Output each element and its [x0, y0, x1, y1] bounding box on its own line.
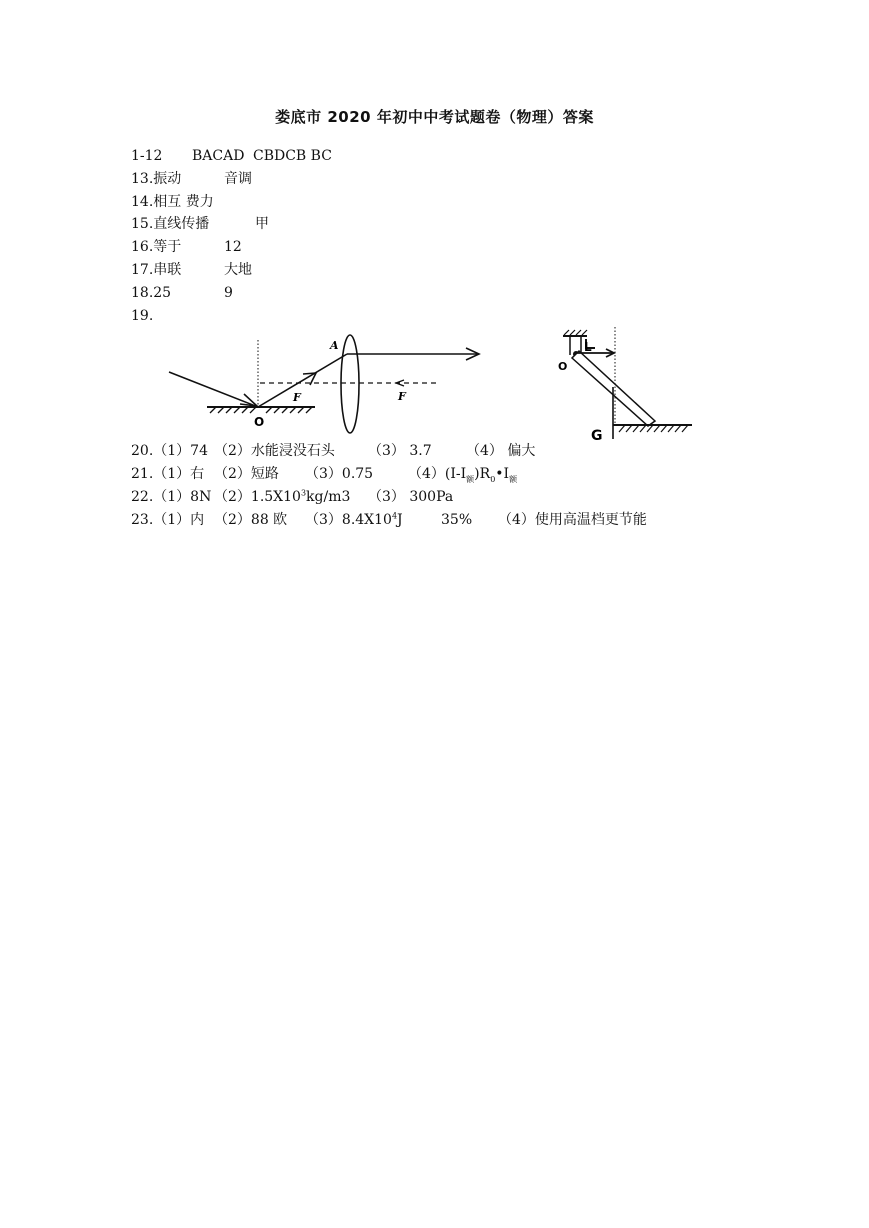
answer-text: 大地 — [224, 262, 252, 278]
convex-lens — [341, 335, 359, 433]
question-number: 19. — [131, 308, 154, 324]
answer-part: $(4)(I-I_额)R_0•I_额$ — [408, 466, 518, 484]
answer-part: $(2)1.5X10^3kg/m3$ — [214, 488, 351, 505]
answer-part: （2）88 欧 — [214, 512, 288, 528]
question-number: 15.直线传播 — [131, 216, 210, 232]
lever-diagram — [555, 325, 695, 440]
ceiling-hatching — [564, 330, 587, 335]
answer-part: （2）短路 — [214, 466, 279, 482]
optics-diagram — [160, 330, 490, 435]
answer-text: CBDCB BC — [253, 148, 332, 164]
answer-part: （3） 300Pa — [368, 489, 454, 505]
label-F-left: F — [293, 391, 301, 404]
answer-part: （3）0.75 — [305, 466, 374, 482]
answer-part: $(3)8.4X10^4J$ — [305, 511, 403, 528]
question-number: 1-12 — [131, 148, 163, 164]
label-F-right: F — [398, 390, 406, 403]
answer-text: 12 — [224, 239, 242, 255]
answer-part: （3） 3.7 — [368, 443, 432, 459]
question-number: 16.等于 — [131, 239, 182, 255]
question-number: 14.相互 费力 — [131, 194, 214, 210]
question-number: 13.振动 — [131, 171, 182, 187]
answer-part: 35% — [441, 512, 473, 528]
page-title: 娄底市 2020 年初中中考试题卷（物理）答案 — [275, 108, 594, 126]
question-number: 18.25 — [131, 285, 172, 301]
incident-ray — [169, 372, 258, 407]
answer-text: 9 — [224, 285, 233, 301]
question-number: 17.串联 — [131, 262, 182, 278]
reflected-ray — [258, 354, 347, 407]
answer-text: BACAD — [192, 148, 245, 164]
incident-arrowhead — [240, 394, 257, 406]
question-number: 21.（1）右 — [131, 466, 205, 482]
question-number: 23.（1）内 — [131, 512, 205, 528]
answer-text: 甲 — [255, 216, 269, 232]
label-L: L — [584, 340, 592, 354]
ground-hatching — [619, 425, 688, 432]
label-O: O — [254, 415, 265, 429]
question-number: 22.（1）8N — [131, 489, 212, 505]
label-A: A — [330, 339, 339, 352]
answer-part: （4）使用高温档更节能 — [498, 512, 647, 528]
answer-part: （4） 偏大 — [466, 443, 536, 459]
label-G: G — [591, 428, 603, 440]
answer-part: （2）水能浸没石头 — [214, 443, 335, 459]
label-O: O — [558, 360, 568, 373]
question-number: 20.（1）74 — [131, 443, 208, 459]
answer-text: 音调 — [224, 171, 252, 187]
